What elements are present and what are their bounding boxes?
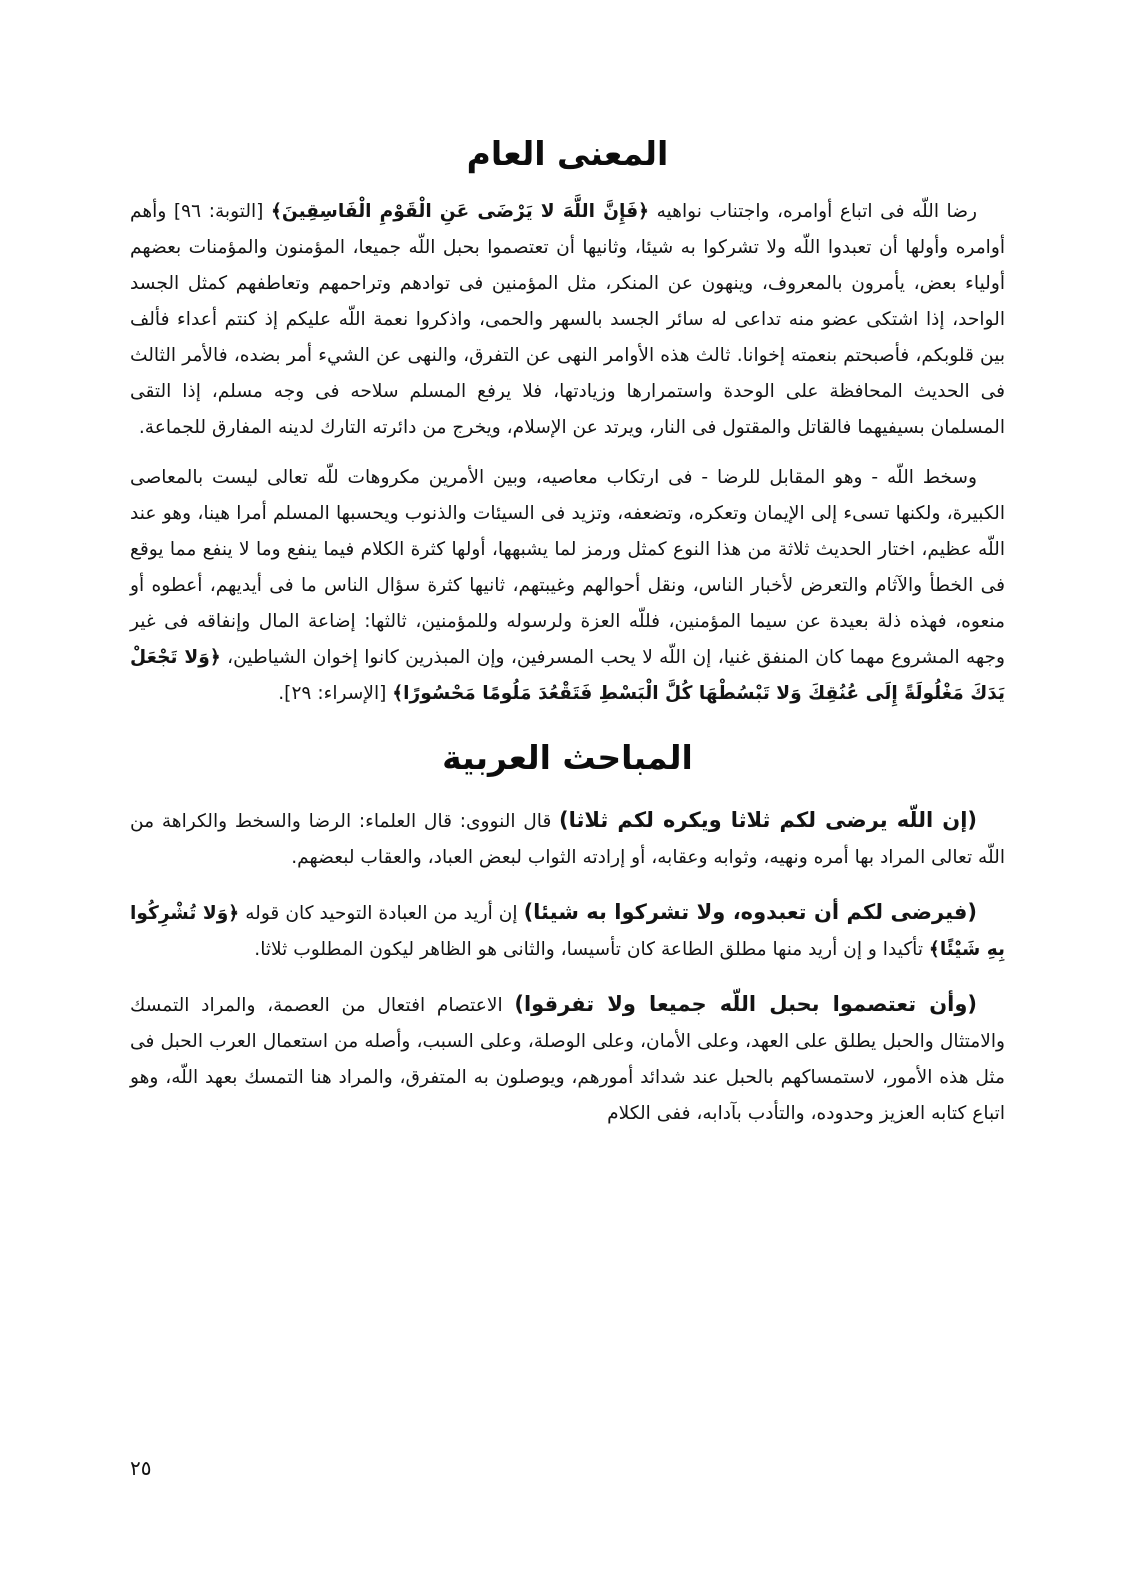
- entry-text: إن أريد من العبادة التوحيد كان قوله: [239, 903, 524, 924]
- section-title-arabic-studies: المباحث العربية: [442, 738, 693, 777]
- verse-reference: [الإسراء: ٢٩].: [278, 683, 393, 704]
- entry-heading: (فيرضى لكم أن تعبدوه، ولا تشركوا به شيئا): [523, 900, 977, 924]
- paragraph-text: وأهم أوامره وأولها أن تعبدوا اللّه ولا تشركوا به شيئا، وثانيها أن تعتصموا بحبل اللّه جميعا، المؤمنون والمؤمنات بعضهم أولياء بعض، يأمرون بالمعروف، وينهون عن المنكر، مثل المؤمنين فى توادهم وتراحمهم وتعاطفهم كمثل الجسد الواحد، إذا اشتكى عضو منه تداعى له سائر الجسد بالسهر والحمى، واذكروا نعمة اللّه عليكم إذ كنتم أعداء فألف بين قلوبكم، فأصبحتم بنعمته إخوانا. ثالث هذه الأوامر النهى عن التفرق، والنهى عن الشيء أمر بضده، فالأمر الثالث فى الحديث المحافظة على الوحدة واستمرارها وزيادتها، فلا يرفع المسلم سلاحه فى وجه مسلم، إذا التقى المسلمان بسيفيهما فالقاتل والمقتول فى النار، ويرتد عن الإسلام، ويخرج من دائرته التارك لدينه المفارق للجماعة.: [130, 201, 1005, 438]
- quran-verse: ﴿وَلا تَجْعَلْ يَدَكَ مَغْلُولَةً إِلَى عُنُقِكَ وَلا تَبْسُطْهَا كُلَّ الْبَسْطِ فَتَقْعُدَ مَلُومًا مَحْسُورًا﴾: [130, 647, 1005, 704]
- entry-text: الاعتصام افتعال من العصمة، والمراد التمسك والامتثال والحبل يطلق على العهد، وعلى الأمان، وعلى الوصلة، وعلى السبب، وأصله من استعمال العرب الحبل فى مثل هذه الأمور، لاستمساكهم بالحبل عند شدائد أمورهم، ويوصلون به المتفرق، والمراد هنا التمسك بعهد اللّه، وهو اتباع كتابه العزيز وحدوده، والتأدب بآدابه، ففى الكلام: [130, 995, 1005, 1124]
- page-content: [130, 128, 1005, 1132]
- quran-verse: ﴿فَإِنَّ اللَّهَ لا يَرْضَى عَنِ الْقَوْمِ الْفَاسِقِينَ﴾: [270, 201, 650, 222]
- entry-text: قال النووى: قال العلماء: الرضا والسخط والكراهة من اللّه تعالى المراد بها أمره ونهيه، وثوابه وعقابه، أو إرادته الثواب لبعض العباد، والعقاب لبعضهم.: [130, 811, 1005, 868]
- entry-heading: (إن اللّه يرضى لكم ثلاثا ويكره لكم ثلاثا): [559, 808, 977, 832]
- page-number: ٢٥: [130, 1456, 152, 1480]
- entry-text: تأكيدا و إن أريد منها مطلق الطاعة كان تأسيسا، والثانى هو الظاهر ليكون المطلوب ثلاثا.: [254, 939, 929, 960]
- paragraph-text: رضا اللّه فى اتباع أوامره، واجتناب نواهيه: [649, 201, 977, 222]
- paragraph-general-1: [130, 194, 1005, 446]
- paragraph-text: وسخط اللّه - وهو المقابل للرضا - فى ارتكاب معاصيه، وبين الأمرين مكروهات للّه تعالى ليست بالمعاصى الكبيرة، ولكنها تسىء إلى الإيمان وتعكره، وتضعفه، وتزيد فى السيئات والذنوب ويحسبها المسلم أمرا هينا، وهو عند اللّه عظيم، اختار الحديث ثلاثة من هذا النوع كمثل ورمز لما يشبهها، أولها كثرة الكلام فيما ينفع وما لا ينفع مما يوقع فى الخطأ والآثام والتعرض لأخبار الناس، ونقل أحوالهم وغيبتهم، ثانيها كثرة سؤال الناس ما فى أيديهم، أعطوه أو منعوه، فهذه ذلة بعيدة عن سيما المؤمنين، فللّه العزة ولرسوله وللمؤمنين، ثالثها: إضاعة المال وإنفاقه فى غير وجهه المشروع مهما كان المنفق غنيا، إن اللّه لا يحب المسرفين، وإن المبذرين كانوا إخوان الشياطين،: [130, 467, 1006, 668]
- verse-reference: [التوبة: ٩٦]: [173, 201, 271, 222]
- entry-1: [130, 802, 1005, 876]
- entry-2: [130, 894, 1005, 968]
- entry-heading: (وأن تعتصموا بحبل اللّه جميعا ولا تفرقوا): [514, 992, 977, 1016]
- entry-3: [130, 986, 1005, 1132]
- section-title-general-meaning: المعنى العام: [466, 134, 669, 173]
- quran-verse: ﴿وَلا تُشْرِكُوا بِهِ شَيْئًا﴾: [130, 903, 1005, 960]
- paragraph-general-2: [130, 460, 1005, 712]
